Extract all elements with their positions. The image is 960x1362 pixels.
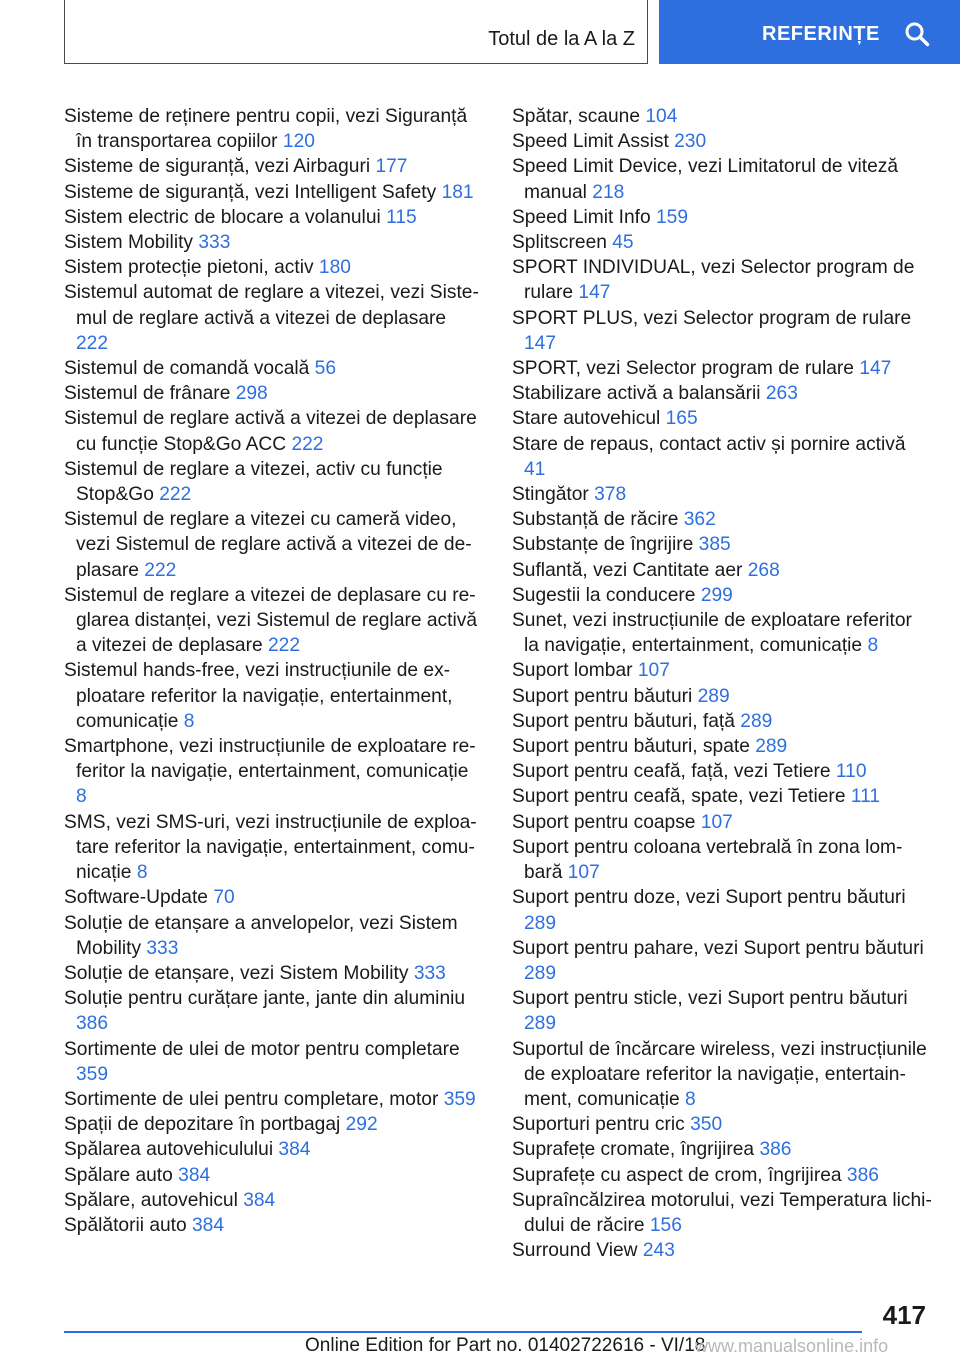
index-entry (64, 583, 482, 659)
index-entry-text: Substanțe de îngrijire (512, 534, 694, 556)
index-entry (512, 255, 932, 305)
index-entry-text: Speed Limit Info (512, 206, 651, 228)
index-entry (64, 911, 482, 961)
page-reference-link[interactable]: 218 (592, 181, 625, 203)
index-entry-text: Sistemul de reglare a vitezei cu cameră video, vezi Sistemul de reglare activă a vitezei de deplasare (64, 509, 472, 581)
index-entry-text: Speed Limit Assist (512, 131, 669, 153)
index-entry (64, 1037, 482, 1087)
index-entry (512, 608, 932, 658)
page-reference-link[interactable]: 386 (76, 1013, 109, 1035)
index-entry (512, 1112, 932, 1137)
index-entry-text: Software-Update (64, 887, 208, 909)
page-reference-link[interactable]: 289 (524, 912, 557, 934)
index-entry (64, 1188, 482, 1213)
page-reference-link[interactable]: 147 (859, 358, 892, 380)
page-reference-link[interactable]: 8 (183, 710, 195, 732)
page-reference-link[interactable]: 222 (144, 559, 177, 581)
page-reference-link[interactable]: 222 (291, 433, 324, 455)
page-reference-link[interactable]: 299 (700, 584, 733, 606)
edition-text: Online Edition for Part no. 01402722616 - VI/18 (305, 1335, 706, 1356)
index-entry-text: Suport pentru coloana vertebrală în zona lombară (512, 836, 903, 884)
page-reference-link[interactable]: 268 (747, 559, 780, 581)
index-entry (64, 810, 482, 886)
index-entry-text: Suport pentru coapse (512, 811, 696, 833)
index-entry-text: Smartphone, vezi instrucțiunile de exploatare referitor la navigație, entertainment, comunicație (64, 736, 476, 783)
index-entry-text: Suport pentru ceafă, față, vezi Tetiere (512, 761, 831, 783)
page-reference-link[interactable]: 333 (146, 937, 179, 959)
references-tab[interactable] (659, 0, 960, 64)
index-entry (64, 230, 482, 255)
page-reference-link[interactable]: 110 (835, 761, 867, 783)
page-reference-link[interactable]: 8 (76, 786, 87, 808)
index-entry (512, 1137, 932, 1162)
index-entry-text: Suprafețe cu aspect de crom, îngrijirea (512, 1164, 842, 1186)
page-reference-link[interactable]: 384 (192, 1214, 225, 1236)
index-entry (64, 356, 482, 381)
index-entry-text: Suportul de încărcare wireless, vezi instrucțiunile de exploatare referitor la navigație, entertainment, comunicație (512, 1038, 927, 1110)
index-entry-text: Suport lombar (512, 660, 633, 682)
index-entry-text: Suport pentru pahare, vezi Suport pentru băuturi (512, 937, 924, 959)
page-reference-link[interactable]: 230 (674, 131, 707, 153)
page-number: 417 (882, 1300, 926, 1330)
index-entry-text: Sistemul de reglare activă a vitezei de deplasare cu funcție Stop&Go ACC (64, 408, 477, 455)
index-entry (64, 1087, 482, 1112)
page-reference-link[interactable]: 292 (345, 1114, 378, 1136)
index-entry-text: Soluție pentru curățare jante, jante din aluminiu (64, 988, 466, 1010)
index-entry (64, 205, 482, 230)
index-entry (512, 1188, 932, 1238)
page-reference-link[interactable]: 156 (649, 1214, 682, 1236)
index-entry-text: Supraîncălzirea motorului, vezi Temperatura lichidului de răcire (512, 1189, 932, 1236)
index-entry-text: Stingător (512, 484, 589, 506)
index-entry-text: Sistemul hands-free, vezi instrucțiunile de exploatare referitor la navigație, entertainment, comunicație (64, 660, 453, 732)
page-reference-link[interactable]: 104 (645, 106, 678, 127)
index-entry (512, 432, 932, 482)
index-entry-text: SPORT, vezi Selector program de rulare (512, 358, 854, 380)
page-reference-link[interactable]: 107 (700, 811, 733, 833)
index-entry-text: Suport pentru băuturi, față (512, 710, 735, 732)
page-reference-link[interactable]: 222 (268, 635, 301, 657)
index-entry (64, 180, 482, 205)
index-entry-text: Spații de depozitare în portbagaj (64, 1114, 341, 1136)
index-entry-text: Sistemul de reglare a vitezei, activ cu funcție Stop&Go (64, 458, 443, 506)
page-reference-link[interactable]: 111 (850, 786, 881, 808)
index-entry-text: SPORT INDIVIDUAL, vezi Selector program de rulare (512, 257, 915, 304)
page-reference-link[interactable]: 115 (386, 206, 417, 228)
index-entry-text: Sistemul de reglare a vitezei de deplasare cu reglarea distanței, vezi Sistemul de reglare activă a vitezei de deplasare (64, 584, 478, 657)
index-entry (64, 104, 482, 154)
page-reference-link[interactable]: 107 (567, 862, 600, 884)
index-entry (64, 961, 482, 986)
index-entry-text: Speed Limit Device, vezi Limitatorul de viteză manual (512, 156, 899, 203)
page-reference-link[interactable]: 384 (178, 1164, 211, 1186)
index-entry (512, 1037, 932, 1113)
index-entry-text: Suport pentru ceafă, spate, vezi Tetiere (512, 786, 846, 808)
index-entry-text: Stare de repaus, contact activ și pornire activă (512, 433, 906, 455)
index-entry (512, 1163, 932, 1188)
page-reference-link[interactable]: 378 (594, 484, 627, 506)
index-entry (64, 457, 482, 507)
index-entry (64, 658, 482, 734)
index-column-left (64, 104, 482, 1238)
index-entry (64, 1213, 482, 1238)
index-entry (512, 230, 932, 255)
index-entry-text: Sunet, vezi instrucțiunile de exploatare referitor la navigație, entertainment, comunicație (512, 610, 912, 657)
page-reference-link[interactable]: 147 (578, 282, 611, 304)
index-entry-text: Sistem Mobility (64, 232, 194, 254)
index-entry (512, 684, 932, 709)
index-entry-text: Spălarea autovehiculului (64, 1139, 274, 1161)
page-reference-link[interactable]: 222 (159, 484, 192, 506)
page-reference-link[interactable]: 333 (198, 232, 231, 254)
index-entry (512, 205, 932, 230)
index-column-right (512, 104, 932, 1263)
index-entry (512, 734, 932, 759)
index-entry-text: Suporturi pentru cric (512, 1114, 685, 1136)
page-reference-link[interactable]: 298 (235, 383, 268, 405)
page-reference-link[interactable]: 120 (282, 131, 315, 153)
page-reference-link[interactable]: 333 (413, 962, 446, 984)
index-entry-text: Sisteme de siguranță, vezi Airbaguri (64, 156, 371, 178)
index-entry-text: Spălare auto (64, 1164, 173, 1186)
index-entry (64, 280, 482, 356)
index-entry (64, 1112, 482, 1137)
index-entry (64, 1137, 482, 1162)
header-section-box (64, 0, 648, 64)
page-reference-link[interactable]: 289 (524, 1013, 557, 1035)
index-entry (512, 104, 932, 129)
index-entry-text: Surround View (512, 1240, 638, 1262)
index-entry-text: Suport pentru băuturi (512, 685, 693, 707)
index-entry-text: Spătar, scaune (512, 106, 641, 127)
page-reference-link[interactable]: 222 (76, 332, 109, 354)
page-reference-link[interactable]: 289 (697, 685, 730, 707)
index-entry-text: Stabilizare activă a balansării (512, 383, 761, 405)
index-entry (512, 658, 932, 683)
section-title: Totul de la A la Z (488, 28, 635, 50)
index-entry (512, 381, 932, 406)
page-reference-link[interactable]: 70 (213, 887, 235, 909)
page-reference-link[interactable]: 359 (76, 1063, 109, 1085)
index-entry-text: Sistemul automat de reglare a vitezei, vezi Sistemul de reglare activă a vitezei de deplasare (64, 282, 479, 329)
page-reference-link[interactable]: 177 (375, 156, 408, 178)
page-reference-link[interactable]: 386 (846, 1164, 879, 1186)
index-entry (512, 885, 932, 935)
index-entry-text: SPORT PLUS, vezi Selector program de rulare (512, 307, 912, 329)
index-entry (512, 558, 932, 583)
page-reference-link[interactable]: 56 (314, 358, 336, 380)
references-tab-label: REFERINȚE (762, 22, 880, 45)
index-entry-text: Suflantă, vezi Cantitate aer (512, 559, 743, 581)
index-entry-text: Soluție de etanșare, vezi Sistem Mobility (64, 962, 409, 984)
index-entry-text: Spălare, autovehicul (64, 1189, 238, 1211)
index-entry (512, 784, 932, 809)
index-entry (64, 381, 482, 406)
page-reference-link[interactable]: 159 (656, 206, 689, 228)
index-entry-text: Sortimente de ulei de motor pentru completare (64, 1038, 460, 1060)
index-entry-text: Suport pentru doze, vezi Suport pentru băuturi (512, 887, 906, 909)
index-entry (512, 759, 932, 784)
page-reference-link[interactable]: 147 (524, 332, 557, 354)
page-reference-link[interactable]: 41 (524, 458, 546, 480)
page-reference-link[interactable]: 289 (755, 736, 788, 758)
index-entry (512, 482, 932, 507)
index-entry (64, 734, 482, 810)
index-entry (512, 810, 932, 835)
page-reference-link[interactable]: 350 (690, 1114, 723, 1136)
index-entry-text: Stare autovehicul (512, 408, 661, 430)
index-entry (512, 154, 932, 204)
index-entry-text: Substanță de răcire (512, 509, 679, 531)
index-entry (64, 406, 482, 456)
index-entry (512, 583, 932, 608)
watermark: www.manualsonline.info (695, 1336, 889, 1356)
page-reference-link[interactable]: 384 (243, 1189, 276, 1211)
index-entry (512, 356, 932, 381)
index-entry-text: Sistemul de comandă vocală (64, 358, 310, 380)
page-reference-link[interactable]: 289 (524, 962, 557, 984)
index-entry (512, 406, 932, 431)
index-entry-text: Sisteme de reținere pentru copii, vezi Siguranță în transportarea copiilor (64, 106, 468, 153)
index-entry (512, 835, 932, 885)
index-entry-text: Suprafețe cromate, îngrijirea (512, 1139, 755, 1161)
page-reference-link[interactable]: 384 (278, 1139, 311, 1161)
page-reference-link[interactable]: 165 (665, 408, 698, 430)
index-entry (512, 306, 932, 356)
index-entry-text: Sortimente de ulei pentru completare, motor (64, 1088, 439, 1110)
index-entry-text: Splitscreen (512, 232, 607, 254)
page-reference-link[interactable]: 385 (698, 534, 731, 556)
footer-divider (64, 1331, 862, 1333)
page-reference-link[interactable]: 8 (685, 1088, 696, 1110)
index-entry (512, 936, 932, 986)
page-reference-link[interactable]: 263 (765, 383, 798, 405)
index-entry-text: Suport pentru băuturi, spate (512, 736, 750, 758)
index-entry (64, 154, 482, 179)
index-entry (64, 885, 482, 910)
index-entry-text: Sugestii la conducere (512, 584, 696, 606)
index-entry-text: Sistemul de frânare (64, 383, 231, 405)
index-entry-text: Sistem protecție pietoni, activ (64, 257, 314, 279)
page-reference-link[interactable]: 243 (642, 1240, 675, 1262)
index-entry (64, 255, 482, 280)
index-entry (512, 532, 932, 557)
index-entry (512, 507, 932, 532)
search-icon[interactable] (904, 21, 930, 47)
page-reference-link[interactable]: 359 (443, 1088, 476, 1110)
page-reference-link[interactable]: 181 (441, 181, 474, 203)
page-reference-link[interactable]: 362 (683, 509, 716, 531)
index-entry-text: Suport pentru sticle, vezi Suport pentru băuturi (512, 988, 908, 1010)
page-reference-link[interactable]: 289 (740, 710, 773, 732)
index-entry (512, 986, 932, 1036)
index-entry (64, 1163, 482, 1188)
index-entry-text: Sistem electric de blocare a volanului (64, 206, 381, 228)
page-reference-link[interactable]: 180 (318, 257, 351, 279)
index-entry (512, 1238, 932, 1263)
index-entry (512, 709, 932, 734)
index-entry-text: SMS, vezi SMS-uri, vezi instrucțiunile de exploatare referitor la navigație, entertainment, comunicație (64, 811, 477, 884)
index-entry-text: Sisteme de siguranță, vezi Intelligent Safety (64, 181, 437, 203)
page-reference-link[interactable]: 386 (759, 1139, 792, 1161)
index-entry-text: Spălătorii auto (64, 1214, 187, 1236)
page-reference-link[interactable]: 45 (612, 232, 634, 254)
page-reference-link[interactable]: 107 (637, 660, 670, 682)
index-entry-text: Soluție de etanșare a anvelopelor, vezi Sistem Mobility (64, 912, 458, 959)
index-entry (512, 129, 932, 154)
page-reference-link[interactable]: 8 (867, 635, 879, 657)
index-entry (64, 986, 482, 1036)
index-entry (64, 507, 482, 583)
page-reference-link[interactable]: 8 (136, 862, 148, 884)
